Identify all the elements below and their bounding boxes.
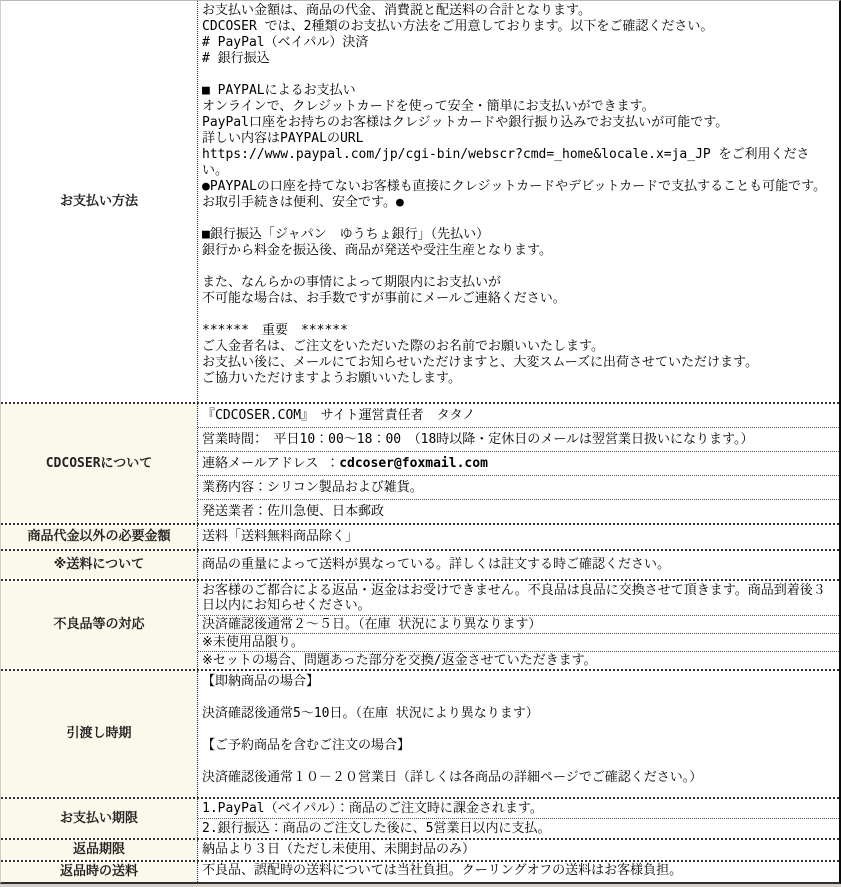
row-header-about-cdcoser xyxy=(1,404,198,523)
row-header-return-period xyxy=(1,840,198,860)
text-line: また、なんらかの事情によって期限内にお支払いが xyxy=(202,275,502,290)
row-header-delivery-period xyxy=(1,671,198,797)
payment-method-text-block xyxy=(198,1,839,389)
text-line: ご入金者名は、ご注文をいただいた際のお名前でお願いいたします。 xyxy=(202,339,604,354)
return-shipping-text: 不良品、誤配時の送料については当社負担。クーリングオフの送料はお客様負担。 xyxy=(202,863,683,878)
text-line: CDCOSER では、2種類のお支払い方法をご用意しております。以下をご確認ください。 xyxy=(202,19,714,34)
row-header-shipping-fee xyxy=(1,551,198,579)
important-notice-heading: ****** 重要 ****** xyxy=(202,323,348,338)
row-header-label: お支払い期限 xyxy=(59,810,138,826)
text-line: ご協力いただけますようお願いいたします。 xyxy=(202,371,461,386)
immediate-delivery-heading: 【即納商品の場合】 xyxy=(202,674,320,689)
row-header-label: 商品代金以外の必要金額 xyxy=(27,529,171,544)
extra-fees-content xyxy=(198,525,839,549)
delivery-period-content xyxy=(198,671,839,797)
row-header-label: 不良品等の対応 xyxy=(53,617,145,632)
text-line: お支払い後に、メールにてお知らせいただけますと、大変スムーズに出荷させていただけます。 xyxy=(202,355,759,370)
row-header-payment-deadline xyxy=(1,799,198,838)
payment-deadline-content xyxy=(198,799,839,838)
extra-fees-text: 送料「送料無料商品除く」 xyxy=(202,529,359,544)
payment-method-content xyxy=(198,1,839,402)
unused-items-note: ※未使用品限り。 xyxy=(198,633,839,651)
row-header-label: お支払い方法 xyxy=(59,193,138,209)
text-line: 銀行から料金を振込後、商品が発送や受注生産となります。 xyxy=(202,243,552,258)
business-hours-line: 営業時間： 平日10：00～18：00 （18時以降・定休日のメールは翌営業日扱いになります。） xyxy=(198,427,839,451)
contact-email-label: 連絡メールアドレス ： xyxy=(202,456,340,471)
shipping-fee-content xyxy=(198,551,839,579)
row-defective-items xyxy=(1,579,839,669)
row-header-payment-method xyxy=(1,1,198,402)
blank-line xyxy=(202,754,835,770)
return-period-text: 納品より３日（ただし未使用、未開封品のみ） xyxy=(202,842,476,857)
row-payment-deadline xyxy=(1,797,839,838)
row-shipping-fee xyxy=(1,549,839,579)
blank-line xyxy=(202,67,835,83)
shipping-carrier-line: 発送業者：佐川急便、日本郵政 xyxy=(198,499,839,523)
blank-line xyxy=(202,690,835,706)
row-delivery-period xyxy=(1,669,839,797)
text-line: # 銀行振込 xyxy=(202,51,270,66)
text-line: 決済確認後通常１０－２０営業日（詳しくは各商品の詳細ページでご確認ください。） xyxy=(202,770,703,785)
about-cdcoser-content xyxy=(198,404,839,523)
site-operator-line: 『CDCOSER.COM』 サイト運営責任者 タタノ xyxy=(202,408,476,423)
bank-deadline-text: 2.銀行振込：商品のご注文した後に、5営業日以内に支払。 xyxy=(198,818,839,838)
row-extra-fees xyxy=(1,523,839,549)
text-line: お支払い金額は、商品の代金、消費説と配送料の合計となります。 xyxy=(202,3,591,18)
text-line: オンラインで、クレジットカードを使って安全・簡単にお支払いができます。 xyxy=(202,99,655,114)
blank-line xyxy=(202,211,835,227)
text-line: 詳しい内容はPAYPALのURL xyxy=(202,131,364,146)
row-return-shipping xyxy=(1,860,839,882)
shipping-fee-text: 商品の重量によって送料が異なっている。詳しくは註文する時ご確認ください。 xyxy=(202,557,671,572)
defective-policy-text: お客様のご都合による返品・返金はお受けできません。不良品は良品に交換させて頂きます。商品到着後３日以内にお知らせください。 xyxy=(202,583,826,613)
return-shipping-content xyxy=(198,862,839,882)
set-items-note: ※セットの場合、問題あった部分を交換/返金させていただきます。 xyxy=(198,651,839,669)
paypal-url: https://www.paypal.com/jp/cgi-bin/webscr?cmd=_home&locale.x=ja_JP をご利用ください。 xyxy=(202,147,810,178)
preorder-delivery-heading: 【ご予約商品を含むご注文の場合】 xyxy=(202,738,411,753)
text-line: お取引手続きは便利、安全です。● xyxy=(202,195,404,210)
row-header-defective-items xyxy=(1,581,198,669)
contact-email: cdcoser@foxmail.com xyxy=(339,456,488,471)
blank-line xyxy=(202,722,835,738)
paypal-deadline-text: 1.PayPal（ベイパル）：商品のご注文時に課金されます。 xyxy=(202,801,543,816)
text-line: 決済確認後通常5～10日。（在庫 状況により異なります） xyxy=(202,706,539,721)
row-header-label: CDCOSERについて xyxy=(45,455,153,471)
text-line: 不可能な場合は、お手数ですが事前にメールご連絡ください。 xyxy=(202,291,566,306)
row-header-label: 返品期限 xyxy=(72,842,125,857)
row-about-cdcoser xyxy=(1,402,839,523)
return-period-content xyxy=(198,840,839,860)
row-header-extra-fees xyxy=(1,525,198,549)
row-header-label: 返品時の送料 xyxy=(59,864,138,879)
blank-line xyxy=(202,259,835,275)
defective-processing-time: 決済確認後通常２～５日。（在庫 状況により異なります） xyxy=(198,615,839,633)
delivery-period-text-block xyxy=(198,671,839,789)
text-line: ●PAYPALの口座を持てないお客様も直接にクレジットカードやデビットカードで支払することも可能です。 xyxy=(202,179,827,194)
bank-transfer-section-heading: ■銀行振込「ジャパン ゆうちょ銀行」（先払い） xyxy=(202,227,490,242)
text-line: # PayPal（ベイパル）決済 xyxy=(202,35,369,50)
text-line: PayPal口座をお持ちのお客様はクレジットカードや銀行振り込みでお支払いが可能です。 xyxy=(202,115,729,130)
blank-line xyxy=(202,307,835,323)
row-return-period xyxy=(1,838,839,860)
row-header-label: 引渡し時期 xyxy=(66,726,132,741)
contact-email-line xyxy=(198,451,839,475)
business-description-line: 業務内容：シリコン製品および雑貨。 xyxy=(198,475,839,499)
row-payment-method xyxy=(1,1,839,402)
row-header-label: ※送料について xyxy=(53,557,145,572)
paypal-section-heading: ■ PAYPALによるお支払い xyxy=(202,83,356,98)
defective-items-content xyxy=(198,581,839,669)
row-header-return-shipping xyxy=(1,862,198,882)
